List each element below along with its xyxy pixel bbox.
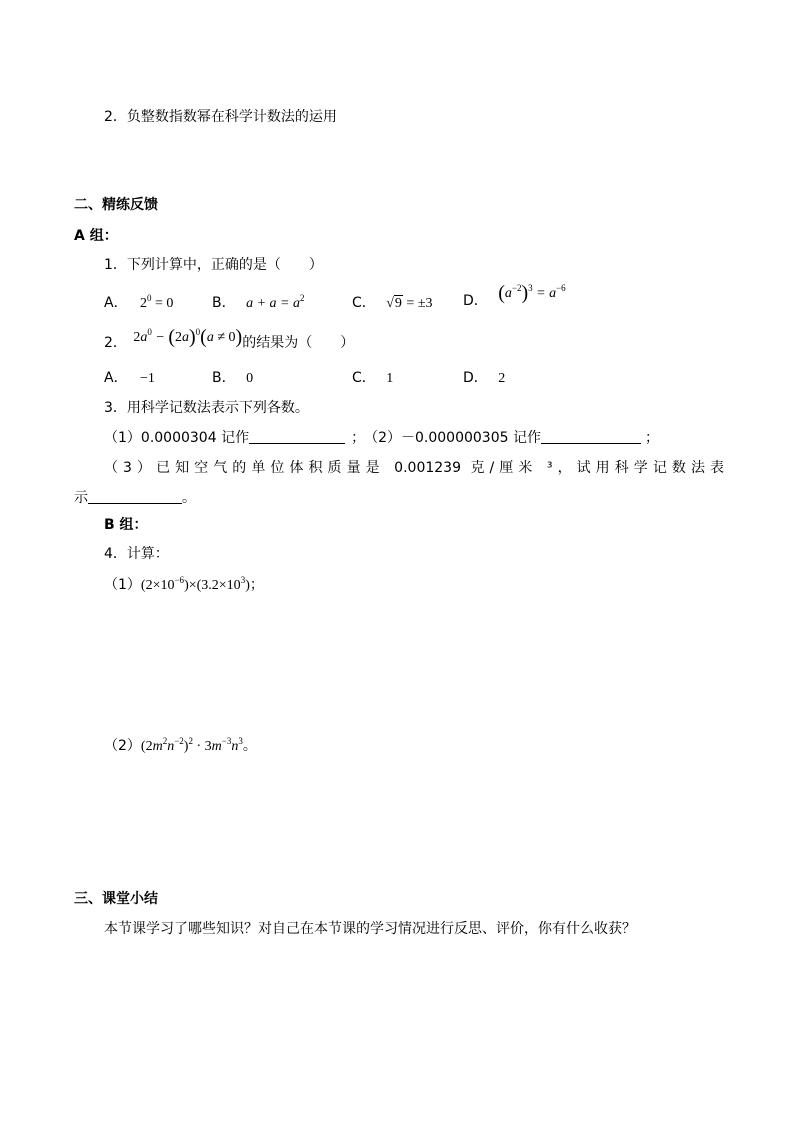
q3-stem: 3．用科学记数法表示下列各数。 xyxy=(104,400,309,416)
q1-option-d-expr: $(a^{-2})^3 = a^{-6}$ xyxy=(498,282,566,304)
q2-expression: $2a^0 - (2a)^0(a \ne 0)$ xyxy=(133,326,243,348)
q4-part-1-end: ； xyxy=(249,577,264,593)
q1-option-b-expr: $a + a = a^2$ xyxy=(246,293,305,311)
q2-option-d-label: D． xyxy=(463,370,488,386)
q2-option-a-label: A． xyxy=(104,370,128,386)
q3-part-3-line-1: （3）已知空气的单位体积质量是 0.001239 克/厘米 ³，试用科学记数法表 xyxy=(104,460,724,476)
q3-part-3-line-2 xyxy=(74,487,196,507)
q2-option-c-label: C． xyxy=(352,370,376,386)
q3-part-1-prefix: （1）0.0000304 记作 xyxy=(104,430,250,446)
group-b-label: B 组： xyxy=(104,517,148,533)
q1-option-d-label: D． xyxy=(463,293,488,309)
q2-number: 2． xyxy=(104,335,127,351)
q1-option-a-expr: $2^0 = 0$ xyxy=(140,293,174,311)
q2-option-d-value: 2 xyxy=(498,371,506,386)
q1-option-a-label: A． xyxy=(104,295,128,311)
q3-part-2-answer-blank[interactable] xyxy=(541,429,641,444)
q1-option-c xyxy=(352,292,433,312)
q2-option-a-value: −1 xyxy=(140,371,155,386)
q3-part-1-2 xyxy=(104,427,659,447)
q2-option-c-value: 1 xyxy=(386,371,394,386)
q3-part-3-end: 。 xyxy=(182,490,196,506)
q3-part-2-end: ； xyxy=(644,430,659,446)
q4-part-2-expr: $(2m^2n^{-2})^2 \cdot 3m^{-3}n^3$ xyxy=(140,736,243,754)
q1-option-d xyxy=(463,282,566,313)
q3-part-1-answer-blank[interactable] xyxy=(249,429,345,444)
section-2-heading: 二、精练反馈 xyxy=(74,197,158,213)
q1-option-c-label: C． xyxy=(352,295,376,311)
q3-part-3-answer-blank[interactable] xyxy=(88,489,182,504)
q1-option-b-label: B． xyxy=(212,295,236,311)
q4-part-1 xyxy=(104,574,264,594)
item-2-title: 2．负整数指数幂在科学计数法的运用 xyxy=(104,109,337,125)
q2-option-b-value: 0 xyxy=(246,371,254,386)
q4-part-2 xyxy=(104,735,257,755)
q4-part-2-end: 。 xyxy=(242,738,257,754)
q4-part-2-label: （2） xyxy=(104,738,141,754)
q2-option-a xyxy=(104,367,155,387)
section-3-heading: 三、课堂小结 xyxy=(74,891,158,907)
q2-suffix: 的结果为（ ） xyxy=(242,335,355,351)
q3-part-3-prefix: 示 xyxy=(74,490,88,506)
q2-option-b-label: B． xyxy=(212,370,236,386)
q2-option-c xyxy=(352,367,393,387)
q4-part-1-label: （1） xyxy=(104,577,141,593)
q3-part-1-separator: ； xyxy=(351,430,366,446)
q4-part-1-expr: $(2\times 10^{-6})\times(3.2\times 10^3)$ xyxy=(140,575,250,593)
group-a-label: A 组： xyxy=(74,228,118,244)
q2-option-b xyxy=(212,367,253,387)
q3-part-2-prefix: （2）－0.000000305 记作 xyxy=(371,430,541,446)
q1-option-a xyxy=(104,292,173,312)
q1-stem: 1．下列计算中，正确的是（ ） xyxy=(104,257,323,273)
q1-option-c-expr: √9 = ±3 xyxy=(386,296,433,311)
section-3-text: 本节课学习了哪些知识？对自己在本节课的学习情况进行反思、评价，你有什么收获？ xyxy=(104,921,636,937)
q1-option-b xyxy=(212,292,304,312)
q4-stem: 4．计算： xyxy=(104,546,169,562)
q2-line xyxy=(104,326,355,355)
q2-option-d xyxy=(463,367,505,387)
